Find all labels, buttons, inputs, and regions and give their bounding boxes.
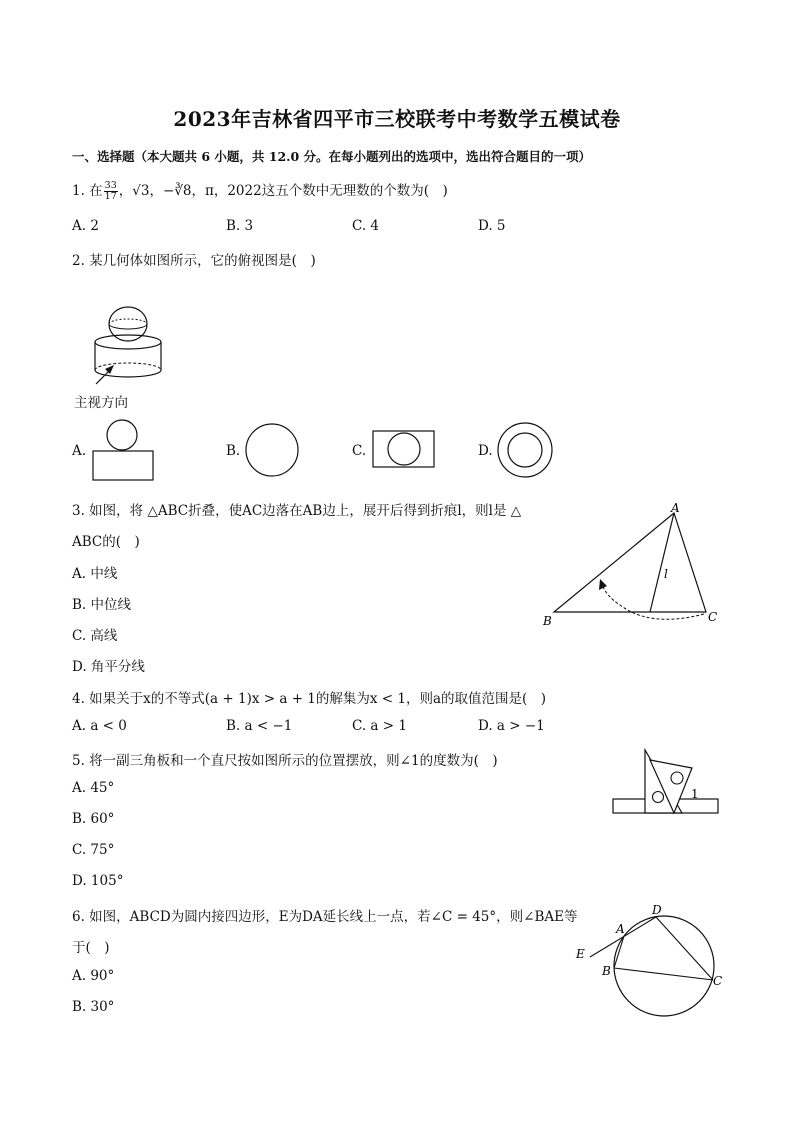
q5-triangle-ruler-figure [610,748,724,818]
q2-option-c[interactable]: C. [352,443,367,459]
section-heading: 一、选择题（本大题共 6 小题，共 12.0 分。在每小题列出的选项中，选出符合题目的一项） [72,149,592,164]
q6-option-b[interactable]: B. 30° [72,999,115,1015]
q5-option-c[interactable]: C. 75° [72,842,115,858]
q1-fraction [104,181,118,202]
q6-label-a: A [616,922,625,936]
q6-label-c: C [713,974,723,988]
q2-option-a-figure [92,418,156,484]
q2-option-a[interactable]: A. [72,443,87,459]
q4-option-d[interactable]: D. a > −1 [478,718,545,734]
q5-angle-label: 1 [691,787,699,801]
q1-option-b[interactable]: B. 3 [226,218,254,234]
q3-triangle-figure [540,500,730,630]
q3-option-a[interactable]: A. 中线 [72,566,118,582]
question-3-line1: 3. 如图，将 △ABC折叠，使AC边落在AB边上，展开后得到折痕l，则l是 △ [72,503,522,519]
q3-option-d[interactable]: D. 角平分线 [72,659,145,675]
q4-option-c[interactable]: C. a > 1 [352,718,407,734]
q2-direction-label: 主视方向 [74,395,128,411]
q2-option-d-figure [496,420,556,480]
q2-option-b[interactable]: B. [226,443,241,459]
page-title: 2023年吉林省四平市三校联考中考数学五模试卷 [173,107,621,131]
q2-solid-figure [90,302,170,392]
q1-fraction-numerator: 33 [104,180,117,191]
question-1 [72,179,448,202]
q6-option-a[interactable]: A. 90° [72,968,115,984]
q6-circle-figure [572,902,732,1018]
q6-label-d: D [652,903,662,917]
question-3-line2: ABC的( ) [72,534,140,550]
q1-fraction-denominator: 17 [104,191,117,202]
q5-option-d[interactable]: D. 105° [72,873,124,889]
q3-label-l: l [664,567,668,581]
question-4: 4. 如果关于x的不等式(a + 1)x > a + 1的解集为x < 1，则a的取值范围是( ) [72,691,547,707]
q2-option-b-figure [244,422,304,482]
q5-option-b[interactable]: B. 60° [72,811,115,827]
question-6-line1: 6. 如图，ABCD为圆内接四边形，E为DA延长线上一点，若∠C = 45°，则∠BAE等 [72,909,578,925]
q3-label-b: B [543,614,552,628]
q6-label-e: E [576,947,585,961]
question-5: 5. 将一副三角板和一个直尺按如图所示的位置摆放，则∠1的度数为( ) [72,753,498,769]
q4-option-b[interactable]: B. a < −1 [226,718,293,734]
q3-option-b[interactable]: B. 中位线 [72,597,132,613]
q1-rest: ，√3，−∛8，π，2022这五个数中无理数的个数为( ) [118,183,448,199]
q5-option-a[interactable]: A. 45° [72,780,115,796]
q3-option-c[interactable]: C. 高线 [72,628,118,644]
q1-option-a[interactable]: A. 2 [72,218,99,234]
q3-label-c: C [708,610,718,624]
q2-option-c-figure [372,430,438,472]
q4-option-a[interactable]: A. a < 0 [72,718,127,734]
q1-option-d[interactable]: D. 5 [478,218,506,234]
question-6-line2: 于( ) [72,940,110,956]
q1-option-c[interactable]: C. 4 [352,218,380,234]
question-2: 2. 某几何体如图所示，它的俯视图是( ) [72,253,316,269]
q2-option-d[interactable]: D. [478,443,493,459]
q3-label-a: A [671,501,680,515]
q6-label-b: B [602,964,611,978]
q1-prefix: 1. 在 [72,183,103,199]
